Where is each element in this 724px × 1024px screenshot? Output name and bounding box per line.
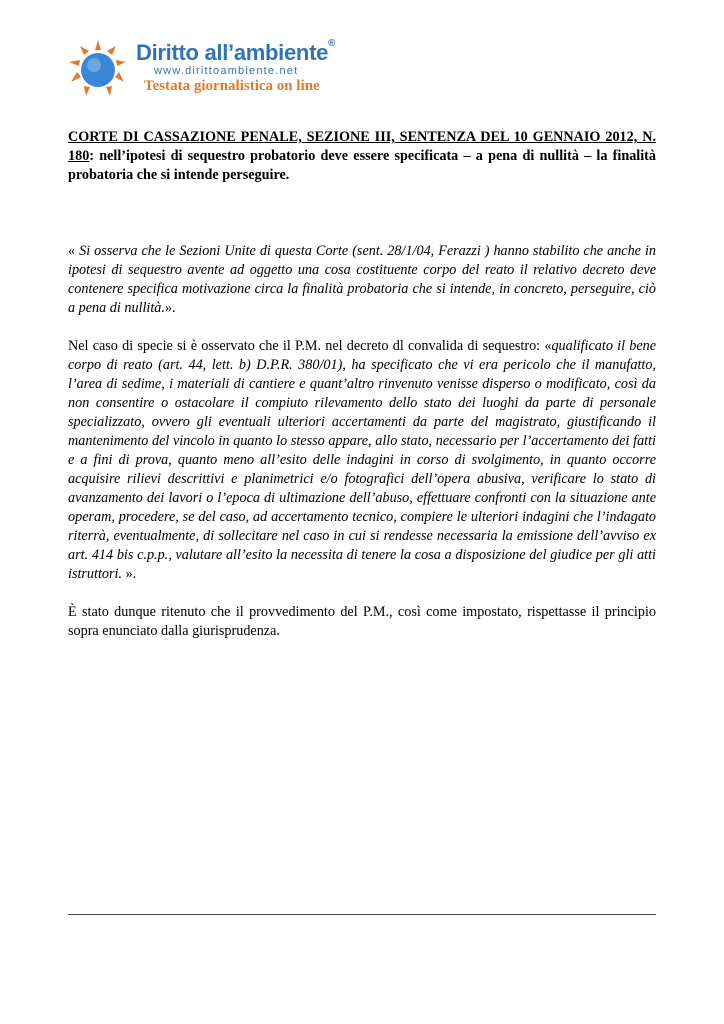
logo-tagline: Testata giornalistica on line: [144, 78, 320, 94]
logo-title: Diritto all’ambiente®: [136, 38, 336, 65]
case-reference: CORTE DI CASSAZIONE PENALE, SEZIONE III, SENTENZA DEL 10 GENNAIO 2012, N. 180: [68, 129, 656, 164]
heading-summary: : nell’ipotesi di sequestro probatorio deve essere specificata – a pena di nullità – la finalità probatoria che si intende perseguire.: [68, 148, 656, 183]
decree-quote: qualificato il bene corpo di reato (art. 44, lett. b) D.P.R. 380/01), ha specificato che vi era pericolo che il manufatto, l’area di sedime, i materiali di cantiere e quant’altro rinvenuto venisse disperso o modificato, così da non consentire o ostacolare il compiuto rilevamento dello stato dei luoghi da parte di personale specializzato, ovvero gli eventuali ulteriori accertamenti da parte del magistrato, giustificando il mantenimento del vincolo in quanto lo stesso appare, allo stato, necessario per l’accertamento dei fatti e a fini di prova, quanto meno all’esito delle indagini in corso di svolgimento, in quanto occorre acquisire rilievi descrittivi e planimetrici e/o fotografici dell’opera abusiva, verificare lo stato di avanzamento dei lavori o l’epoca di ultimazione dell’abuso, effettuare confronti con la situazione ante operam, procedere, se del caso, ad accertamento tecnico, compiere le ulteriori indagini che l’indagato riterrà, eventualmente, di sollecitare nel caso in cui si rendesse necessaria la emissione dell’avviso ex art. 414 bis c.p.p., valutare all’esito la necessita di tenere la cosa a disposizione del giudice per gli atti istruttori.: [68, 338, 657, 582]
quote-paragraph: « Si osserva che le Sezioni Unite di questa Corte (sent. 28/1/04, Ferazzi ) hanno stabilito che anche in ipotesi di sequestro avente ad oggetto una cosa costituente corpo del reato il relativo decreto deve contenere specifica motivazione circa la finalità probatoria che si intende, in concreto, perseguire, ciò a pena di nullità.».: [68, 243, 656, 316]
quote-text: Si osserva che le Sezioni Unite di questa Corte (sent. 28/1/04, Ferazzi ) hanno stabilito che anche in ipotesi di sequestro avente ad oggetto una cosa costituente corpo del reato il relativo decreto deve contenere specifica motivazione circa la finalità probatoria che si intende, in concreto, perseguire, ciò a pena di nullità.: [68, 243, 656, 316]
conclusion-paragraph: È stato dunque ritenuto che il provvedimento del P.M., così come impostato, rispettasse il principio sopra enunciato dalla giurisprudenza.: [68, 604, 656, 639]
case-paragraph: Nel caso di specie si è osservato che il P.M. nel decreto dl convalida di sequestro: «qualificato il bene corpo di reato (art. 44, lett. b) D.P.R. 380/01), ha specificato che vi era pericolo che il manufatto, l’area di sedime, i materiali di cantiere e quant’altro rinvenuto venisse disperso o modificato, così da non consentire o ostacolare il compiuto rilevamento dello stato dei luoghi da parte di personale specializzato, ovvero gli eventuali ulteriori accertamenti da parte del magistrato, giustificando il mantenimento del vincolo in quanto lo stesso appare, allo stato, necessario per l’accertamento dei fatti e a fini di prova, quanto meno all’esito delle indagini in corso di svolgimento, in quanto occorre acquisire rilievi descrittivi e planimetrici e/o fotografici dell’opera abusiva, verificare lo stato di avanzamento dei lavori o l’epoca di ultimazione dell’abuso, effettuare confronti con la situazione ante operam, procedere, se del caso, ad accertamento tecnico, compiere le ulteriori indagini che l’indagato riterrà, eventualmente, di sollecitare nel caso in cui si rendesse necessaria la emissione dell’avviso ex art. 414 bis c.p.p., valutare all’esito la necessita di tenere la cosa a disposizione del giudice per gli atti istruttori. ».: [68, 338, 657, 582]
site-logo: [66, 38, 336, 100]
article-heading: [68, 128, 656, 185]
article-body: [68, 128, 656, 641]
sun-logo-icon: [66, 38, 130, 100]
logo-url: www.dirittoambiente.net: [154, 65, 299, 77]
footer-divider: [68, 914, 656, 915]
